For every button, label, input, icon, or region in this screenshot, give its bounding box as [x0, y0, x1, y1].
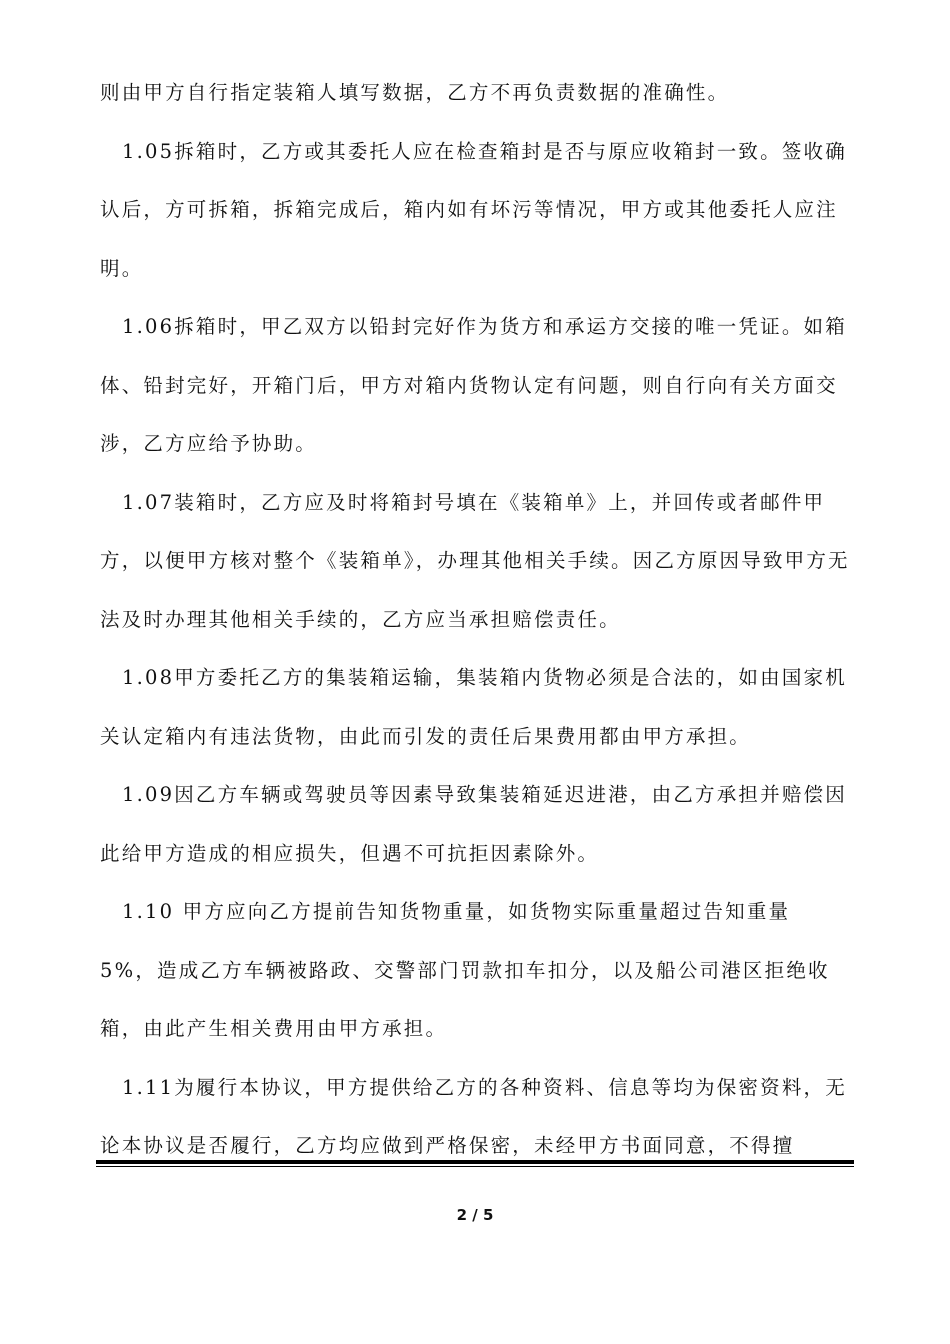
paragraph-7: 1.10 甲方应向乙方提前告知货物重量，如货物实际重量超过告知重量 5%，造成乙方车辆被路政、交警部门罚款扣车扣分，以及船公司港区拒绝收箱，由此产生相关费用由甲方承担。: [100, 900, 830, 1040]
paragraph-8: 1.11为履行本协议，甲方提供给乙方的各种资料、信息等均为保密资料，无论本协议是否履行，乙方均应做到严格保密，未经甲方书面同意，不得擅: [100, 1075, 847, 1157]
paragraph-2: 1.05拆箱时，乙方或其委托人应在检查箱封是否与原应收箱封一致。签收确认后，方可拆箱，拆箱完成后，箱内如有坏污等情况，甲方或其他委托人应注明。: [100, 139, 847, 280]
paragraph-4: 1.07装箱时，乙方应及时将箱封号填在《装箱单》上，并回传或者邮件甲方，以便甲方核对整个《装箱单》，办理其他相关手续。因乙方原因导致甲方无法及时办理其他相关手续的，乙方应当承担赔偿责任。: [100, 490, 850, 631]
paragraph-6: 1.09因乙方车辆或驾驶员等因素导致集装箱延迟进港，由乙方承担并赔偿因此给甲方造成的相应损失，但遇不可抗拒因素除外。: [100, 783, 847, 865]
paragraph-1: 则由甲方自行指定装箱人填写数据，乙方不再负责数据的准确性。: [100, 81, 730, 104]
document-body: [100, 64, 852, 1176]
page-number: 2 / 5: [456, 1206, 494, 1224]
footer-divider-thin: [96, 1166, 854, 1167]
footer-divider-thick: [96, 1160, 854, 1164]
paragraph-3: 1.06拆箱时，甲乙双方以铅封完好作为货方和承运方交接的唯一凭证。如箱体、铅封完好，开箱门后，甲方对箱内货物认定有问题，则自行向有关方面交涉，乙方应给予协助。: [100, 315, 847, 455]
paragraph-5: 1.08甲方委托乙方的集装箱运输，集装箱内货物必须是合法的，如由国家机关认定箱内有违法货物，由此而引发的责任后果费用都由甲方承担。: [100, 666, 847, 748]
